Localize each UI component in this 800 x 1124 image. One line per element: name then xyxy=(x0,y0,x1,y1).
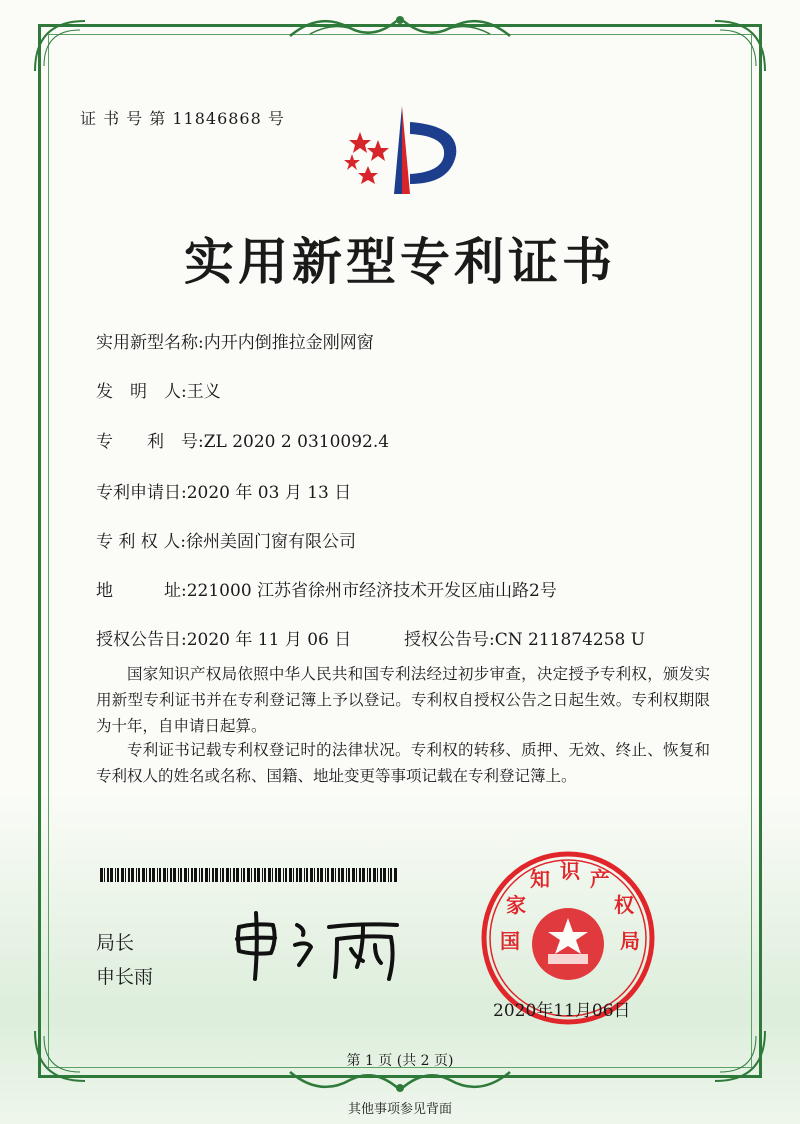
barcode-icon xyxy=(100,868,400,882)
patent-office-logo-icon xyxy=(338,100,468,200)
svg-text:局: 局 xyxy=(620,929,640,953)
grant-publication-date-row xyxy=(96,625,351,650)
seal-date: 2020年11月06日 xyxy=(493,1001,631,1021)
certificate-number: 证 书 号 第 11846868 号 xyxy=(80,109,285,128)
svg-text:知: 知 xyxy=(530,867,550,891)
legal-status-paragraph: 专利证书记载专利权登记时的法律状况。专利权的转移、质押、无效、终止、恢复和专利权人的姓名或名称、国籍、地址变更等事项记载在专利登记簿上。 xyxy=(96,741,710,785)
page-title: 实用新型专利证书 xyxy=(184,233,616,291)
inventor-value: 王义 xyxy=(186,382,221,402)
patent-number-value: ZL 2020 2 0310092.4 xyxy=(203,432,390,452)
address-row xyxy=(96,576,557,601)
director-name: 申长雨 xyxy=(96,966,154,988)
page-number: 第 1 页 (共 2 页) xyxy=(346,1053,454,1069)
utility-model-name-label: 实用新型名称: xyxy=(96,333,204,353)
utility-model-name-row xyxy=(96,328,374,353)
utility-model-name-value: 内开内倒推拉金刚网窗 xyxy=(203,333,374,353)
filing-date-value: 2020 年 03 月 13 日 xyxy=(186,483,352,503)
svg-text:国: 国 xyxy=(500,929,520,953)
filing-date-row xyxy=(96,478,351,503)
grant-statement-paragraph: 国家知识产权局依照中华人民共和国专利法经过初步审查，决定授予专利权，颁发实用新型专利证书并在专利登记簿上予以登记。专利权自授权公告之日起生效。专利权期限为十年，自申请日起算。 xyxy=(96,665,710,735)
patent-number-label: 专 利 号: xyxy=(96,432,204,452)
inventor-label: 发 明 人: xyxy=(96,382,187,402)
patentee-label: 专 利 权 人: xyxy=(96,532,186,552)
filing-date-label: 专利申请日: xyxy=(96,483,187,503)
patent-number-row xyxy=(96,427,389,452)
svg-text:识: 识 xyxy=(560,859,580,883)
inventor-row xyxy=(96,377,221,402)
patentee-row xyxy=(96,527,356,552)
svg-text:权: 权 xyxy=(614,893,634,917)
address-label: 地 址: xyxy=(96,581,187,601)
grant-publication-number-label: 授权公告号: xyxy=(404,630,495,650)
grant-publication-number-value: CN 211874258 U xyxy=(494,630,646,650)
director-title: 局长 xyxy=(96,932,135,954)
svg-text:产: 产 xyxy=(590,867,610,891)
grant-publication-date-value: 2020 年 11 月 06 日 xyxy=(186,630,352,650)
footer-note: 其他事项参见背面 xyxy=(347,1102,452,1117)
patentee-value: 徐州美固门窗有限公司 xyxy=(185,532,356,552)
svg-text:家: 家 xyxy=(506,893,526,917)
grant-publication-number-row xyxy=(404,625,645,650)
corner-ornament-icon xyxy=(710,16,770,76)
grant-publication-date-label: 授权公告日: xyxy=(96,630,187,650)
top-ornament-icon xyxy=(280,6,520,46)
address-value: 221000 江苏省徐州市经济技术开发区庙山路2号 xyxy=(186,581,557,601)
handwritten-signature-icon xyxy=(225,905,410,985)
corner-ornament-icon xyxy=(30,16,90,76)
